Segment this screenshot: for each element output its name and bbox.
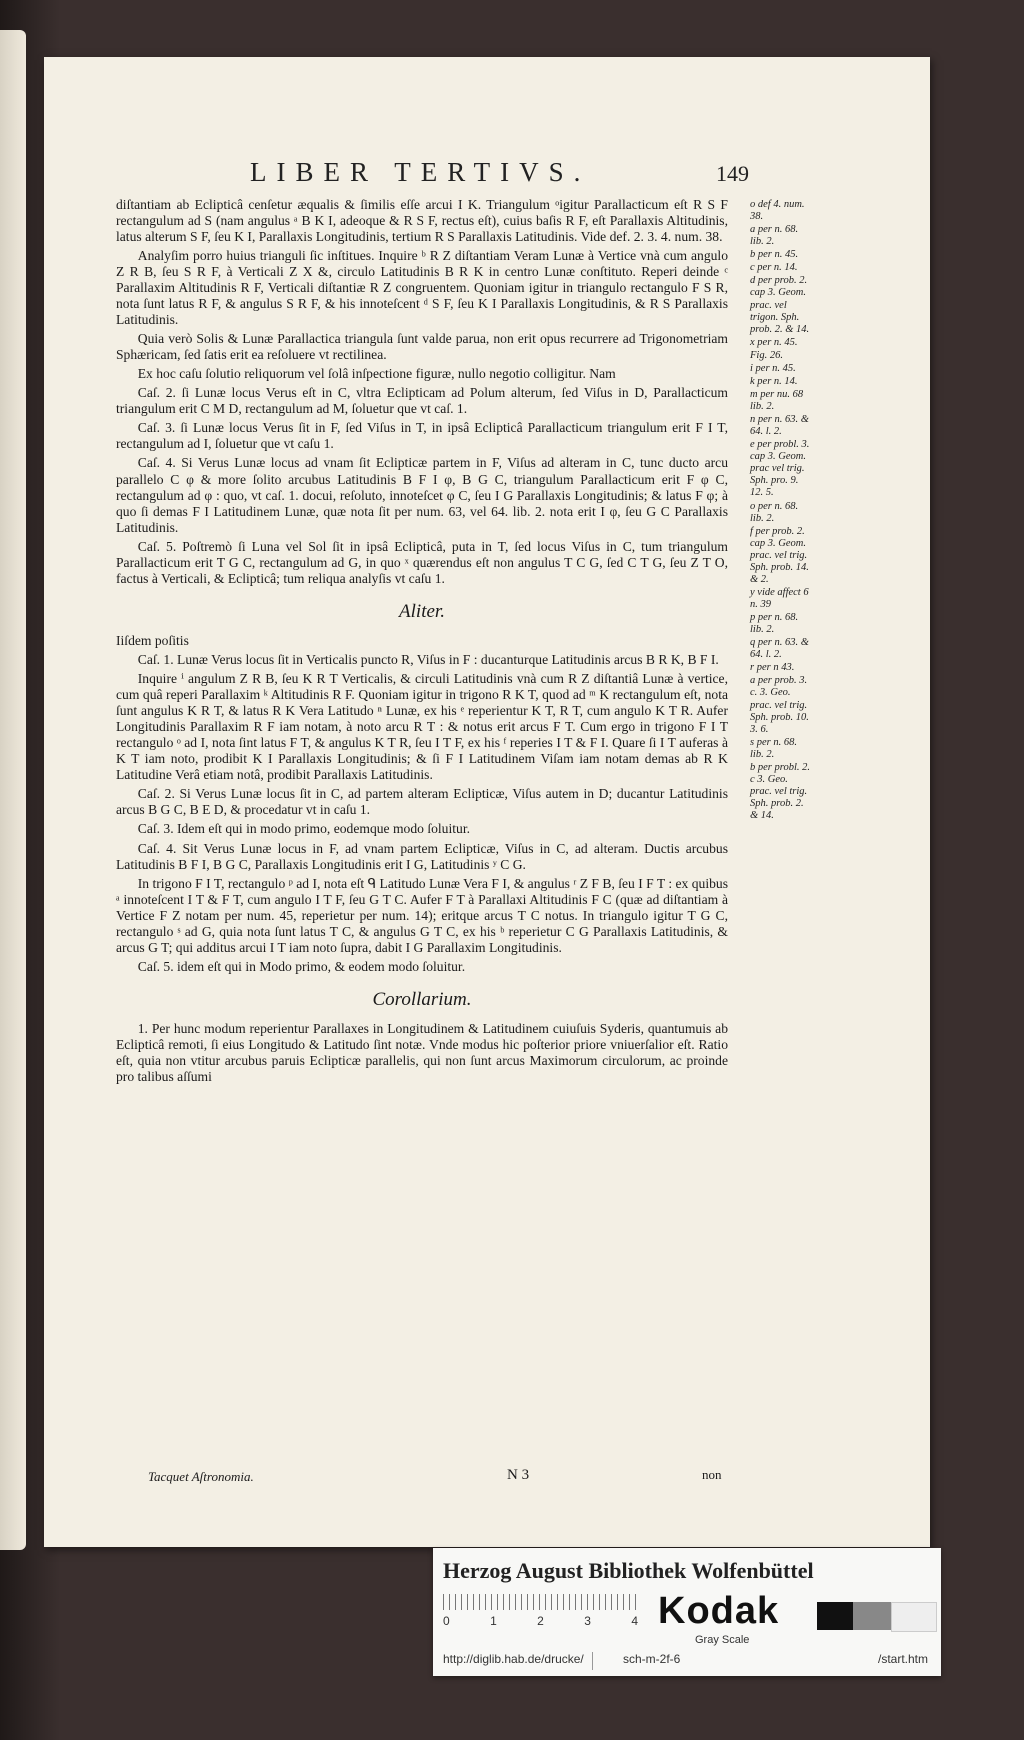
paragraph: Caſ. 4. Sit Verus Lunæ locus in F, ad vnam partem Eclipticæ, Viſus in C, ad alteram. Ductis arcubus Latitudinis B F I, B G C, Parallaxis Longitudinis erit I G, Latitudinis ʸ C G. — [116, 840, 728, 872]
kodak-logo: Kodak — [658, 1590, 780, 1632]
paragraph: Caſ. 3. Idem eſt qui in modo primo, eodemque modo ſoluitur. — [137, 821, 470, 837]
archive-url-link[interactable]: http://diglib.hab.de/drucke/ — [443, 1652, 593, 1670]
margin-note: i per n. 45. — [750, 362, 796, 374]
margin-note: a per n. 68. lib. 2. — [750, 224, 799, 248]
library-name: Herzog August Bibliothek Wolfenbüttel — [443, 1558, 814, 1583]
scale-number: 4 — [631, 1614, 638, 1628]
scale-numbers — [443, 1614, 638, 1628]
paragraph: Caſ. 3. ſi Lunæ locus Verus ſit in F, ſed Viſus in T, in ipsâ Eclipticâ Parallacticum triangulum erit F I T, rectangulum ad I, ſoluetur que vt caſu 1. — [116, 420, 728, 452]
start-link[interactable]: /start.htm — [878, 1652, 929, 1666]
gray-scale-ruler — [443, 1594, 638, 1632]
margin-note: d per prob. 2. cap 3. Geom. prac. vel trigon. Sph. prob. 2. & 14. — [750, 275, 810, 335]
margin-note: p per n. 68. lib. 2. — [750, 612, 799, 636]
margin-note: o per n. 68. lib. 2. — [750, 500, 799, 524]
book-page — [44, 57, 930, 1547]
scale-number: 2 — [537, 1614, 544, 1628]
paragraph: Iiſdem poſitis — [116, 633, 189, 649]
margin-note: y vide affect 6 n. 39 — [750, 586, 809, 610]
paragraph: Caſ. 2. ſi Lunæ locus Verus eſt in C, vltra Eclipticam ad Polum alterum, ſed Viſus in D, Parallacticum triangulum erit C M D, rectangulum ad M, ſoluetur que vt caſ. 1. — [116, 385, 728, 417]
margin-note: c per n. 14. — [750, 262, 798, 274]
margin-note: m per nu. 68 lib. 2. — [750, 388, 804, 412]
scale-number: 3 — [584, 1614, 591, 1628]
scale-number: 0 — [443, 1614, 450, 1628]
margin-note: s per n. 68. lib. 2. — [750, 736, 797, 760]
margin-note: q per n. 63. & 64. l. 2. — [750, 637, 809, 661]
previous-page-edge — [0, 30, 26, 1550]
margin-note: Fig. 26. — [750, 349, 783, 361]
margin-note: b per n. 45. — [750, 249, 799, 261]
paragraph: Ex hoc caſu ſolutio reliquorum vel ſolâ inſpectione figuræ, nullo negotio colligitur. Nam — [137, 366, 616, 382]
section-title-aliter: Aliter. — [399, 600, 445, 622]
paragraph: Caſ. 1. Lunæ Verus locus ſit in Verticalis puncto R, Viſus in F : ducanturque Latitudinis arcus B R K, B F I. — [137, 652, 719, 668]
page-number: 149 — [716, 161, 749, 186]
margin-note: a per prob. 3. c. 3. Geo. prac. vel trig. Sph. prob. 10. 3. 6. — [750, 675, 809, 735]
margin-notes — [750, 199, 810, 823]
paragraph: Analyſim porro huius trianguli ſic inſtitues. Inquire ᵇ R Z diſtantiam Veram Lunæ à Vertice vnà cum angulo Z R B, ſeu S R F, à Verticali Z X &, circulo Latitudinis B R K in centro Lunæ conſtituto. Reperi deinde ᶜ Parallaxim Altitudinis R F, Verticali diſtantiæ R Z congruentem. Quoniam igitur in triangulo rectangulo F S R, nota ſunt latus R F, & angulus S R F, & his innoteſcent ᵈ S F, ſeu K I Parallaxis Longitudinis, & R S Parallaxis Latitudinis. — [116, 248, 728, 328]
catchword: non — [702, 1467, 722, 1482]
paragraph: Inquire ⁱ angulum Z R B, ſeu K R T Verticalis, & circuli Latitudinis vnà cum R Z diſtantiâ Lunæ à vertice, cum quâ reperi Parallaxim ᵏ Altitudinis R F. Quoniam igitur in trigono R K T, quod ad ᵐ K rectangulum eſt, nota ſunt angulus K R T, & latus R K Vera Latitudo ⁿ Lunæ, ex his ᵉ reperientur K T, R T, cum angulo K T R. Aufer Longitudinis Parallaxim R F iam notam, à noto arcu R T : & notus erit arcus F T. Cum ergo in trigono F I T rectangulo ᵒ ad I, nota ſint latus F T, & angulus K T R, ſeu I T F, ex his ᶠ reperies I T & F I. Quare ſi I T auferas à K T iam noto, prodibit K I Parallaxis Longitudinis; & ſi F I Latitudinem Viſam iam notam demas ab R K Latitudine Verâ etiam notâ, prodibit Parallaxis Latitudinis. — [116, 671, 728, 783]
text-block-1 — [116, 197, 728, 587]
swatch-gray — [853, 1602, 891, 1630]
paragraph: Caſ. 2. Si Verus Lunæ locus ſit in C, ad partem alteram Eclipticæ, Viſus autem in D; ducantur Latitudinis arcus B G C, B E D, & procedatur vt in caſu 1. — [116, 786, 728, 818]
text-block-3 — [116, 1021, 728, 1085]
paragraph: Caſ. 5. Poſtremò ſi Luna vel Sol ſit in ipsâ Eclipticâ, puta in T, ſed locus Viſus in C, tum triangulum Parallacticum erit T G C, rectangulum ad G, in quo ˣ quærendus eſt non angulus T C G, ſed C T G, ſeu Z T O, factus à Verticali, & Eclipticâ; tum reliqua analyſis vt caſu 1. — [116, 538, 728, 586]
footer-title: Tacquet Aſtronomia. — [148, 1469, 254, 1484]
scale-number: 1 — [490, 1614, 497, 1628]
running-head: LIBER TERTIVS. — [250, 157, 591, 187]
margin-note: o def 4. num. 38. — [750, 199, 805, 223]
gray-scale-label: Gray Scale — [695, 1634, 750, 1646]
paragraph: diſtantiam ab Eclipticâ cenſetur æqualis & ſimilis eſſe arcui I K. Triangulum ᵒigitur Parallacticum eſt R S F rectangulum ad S (nam angulus ᵃ B K I, adeoque & R S F, rectus eſt), cuius baſis R F, eſt Parallaxis Altitudinis, latus alterum S F, ſeu K I, Parallaxis Longitudinis, tertium R S Parallaxis Latitudinis. Vide def. 2. 3. 4. num. 38. — [116, 197, 728, 245]
margin-note: b per probl. 2. c 3. Geo. prac. vel trig. Sph. prob. 2. & 14. — [750, 761, 810, 822]
section-title-corollarium: Corollarium. — [372, 988, 472, 1010]
margin-note: x per n. 45. — [750, 336, 798, 348]
paragraph: Quia verò Solis & Lunæ Parallactica triangula ſunt valde parua, non erit opus recurrere ad Trigonometriam Sphæricam, ſed ſatis erit ea reſoluere vt rectilinea. — [116, 331, 728, 363]
margin-note: f per prob. 2. cap 3. Geom. prac. vel trig. Sph. prob. 14. & 2. — [750, 525, 809, 585]
paragraph: Caſ. 4. Si Verus Lunæ locus ad vnam ſit Eclipticæ partem in F, Viſus ad alteram in C, tunc ducto arcu parallelo C φ & more ſolito arcubus Latitudinis B F I φ, B G C, triangulum Parallacticum erit F φ C, rectangulum ad φ : quo, vt caſ. 1. docui, reſoluto, innoteſcet φ C, ſeu I G Parallaxis Longitudinis; & latus F φ; à quo ſi demas F I Latitudinem Lunæ, quæ nota ſit per num. 63, vel 64. lib. 2. nota erit I φ, ſeu G C Parallaxis Latitudinis. — [116, 455, 728, 535]
signature-mark: N 3 — [507, 1467, 530, 1483]
margin-note: r per n 43. — [750, 662, 795, 674]
margin-note: n per n. 63. & 64. l. 2. — [750, 414, 809, 438]
scale-ticks — [443, 1594, 638, 1610]
paragraph: 1. Per hunc modum reperientur Parallaxes in Longitudinem & Latitudinem cuiuſuis Syderis, quantumuis ab Eclipticâ remoti, ſi eius Longitudo & Latitudo ſint notæ. Vnde modus hic poſterior priore vniuerſalior eſt. Ratio eſt, quia non vtitur arcubus paruis Eclipticæ parallelis, qui non ſunt arcus Maximorum circulorum, ac proinde pro talibus aſſumi — [116, 1021, 728, 1085]
shelfmark: sch-m-2f-6 — [623, 1652, 681, 1666]
archive-card — [433, 1548, 941, 1676]
margin-note: e per probl. 3. cap 3. Geom. prac vel trig. Sph. pro. 9. 12. 5. — [750, 439, 810, 499]
swatch-white — [891, 1602, 937, 1632]
text-block-2 — [116, 633, 728, 975]
paragraph: In trigono F I T, rectangulo ᵖ ad I, nota eſt ᑫ Latitudo Lunæ Vera F I, & angulus ʳ Z F B, ſeu I F T : ex quibus ᵃ innoteſcent I T & F T, cum angulo I T F, ſeu G T C. Aufer F T à Parallaxi Altitudinis F C (quæ ad diſtantiam à Vertice F Z notam per num. 45, reperietur per num. 14); eritque arcus T C notus. In triangulo igitur T G C, rectangulo ˢ ad G, quia nota ſunt latus T C, & angulus G T C, ex his ᵇ reperietur C G Parallaxis Latitudinis, & arcus G T; qui additus arcui I T iam noto ſupra, dabit I G Parallaxim Longitudinis. — [116, 875, 728, 955]
paragraph: Caſ. 5. idem eſt qui in Modo primo, & eodem modo ſoluitur. — [137, 958, 466, 974]
main-text — [116, 197, 728, 1088]
swatch-black — [817, 1602, 853, 1630]
margin-note: k per n. 14. — [750, 375, 798, 387]
